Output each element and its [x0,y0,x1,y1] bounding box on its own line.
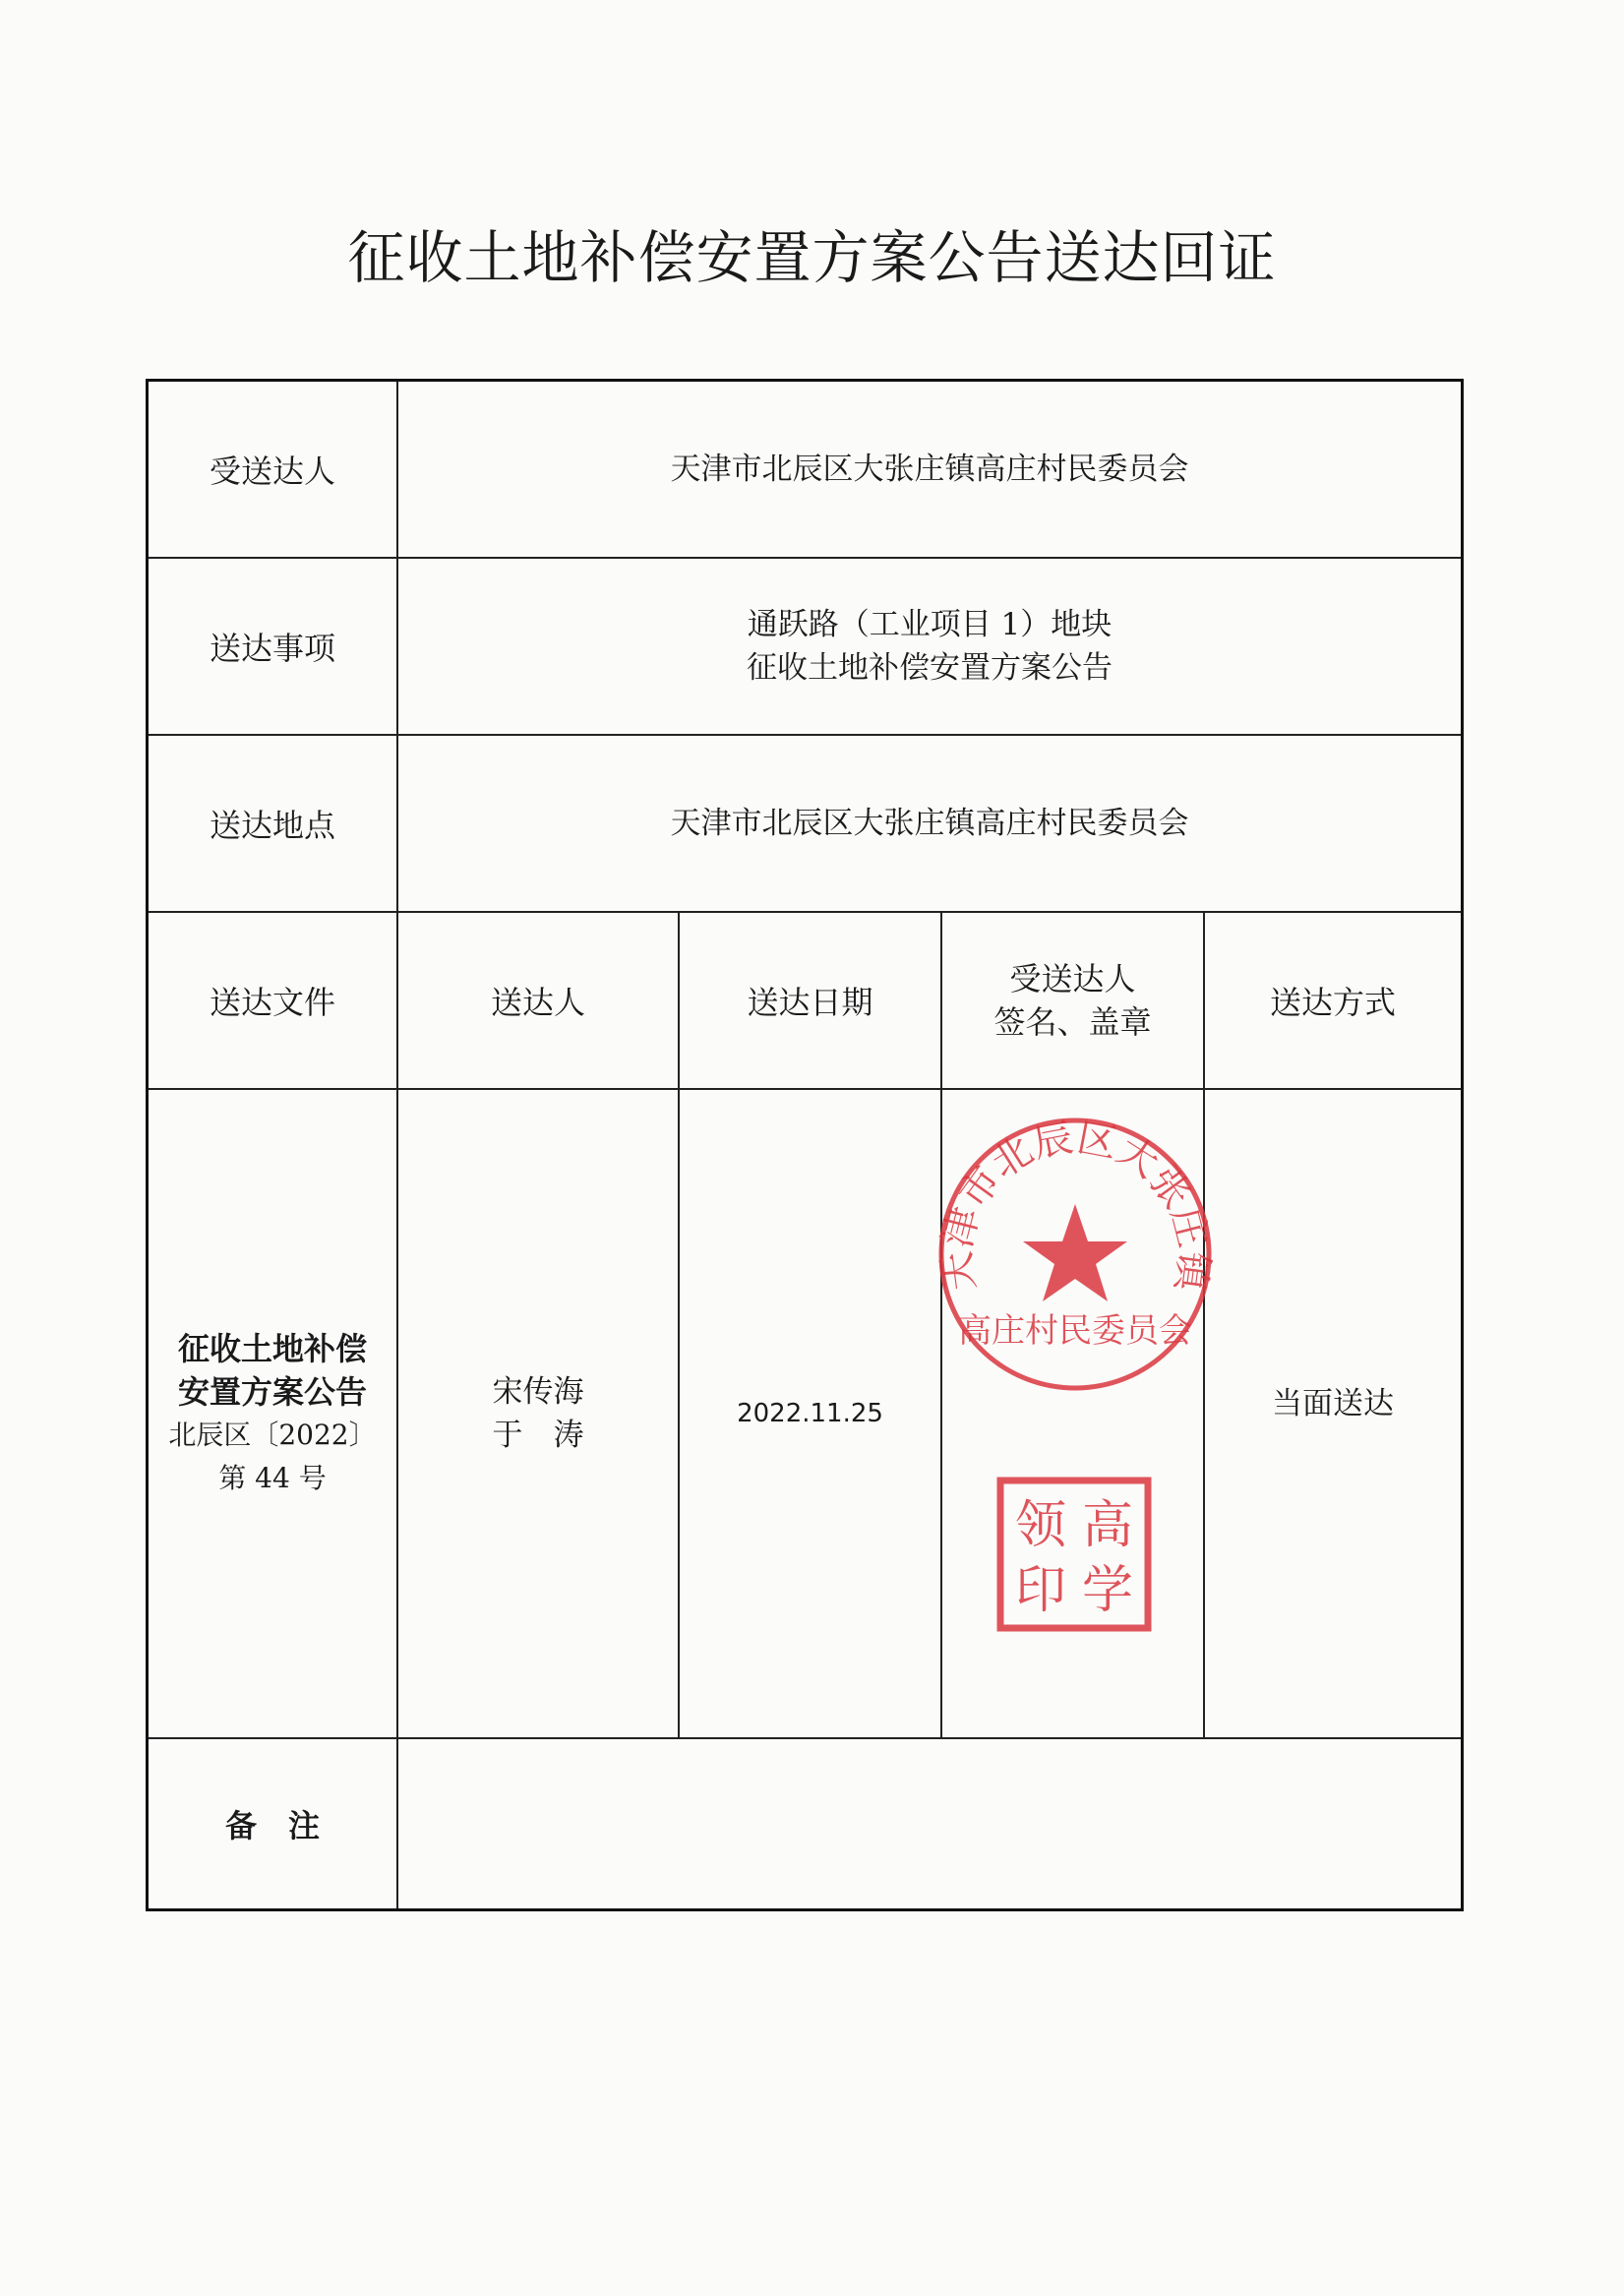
document-title: 征收土地补偿安置方案公告送达回证 [347,224,1277,291]
matter-value [398,559,1461,734]
header-sign [942,913,1203,1088]
entry-doc [149,1090,396,1737]
seal-arc-text: 天津市北辰区大张庄镇 [934,1115,1216,1294]
remarks-value [398,1739,1461,1908]
seal-char-3: 领 [1014,1496,1067,1555]
official-round-seal [934,1114,1216,1395]
entry-method: 当面送达 [1272,1386,1394,1421]
entry-date: 2022.11.25 [737,1399,883,1428]
header-sender: 送达人 [490,984,585,1021]
receipt-table [146,379,1464,1911]
entry-sender-line-1: 宋传海 [492,1374,584,1410]
seal-char-1: 高 [1081,1496,1134,1555]
recipient-label: 受送达人 [209,453,335,490]
place-label: 送达地点 [209,807,335,844]
header-date: 送达日期 [747,984,873,1021]
recipient-value: 天津市北辰区大张庄镇高庄村民委员会 [670,452,1189,487]
remarks-label: 备 注 [224,1807,320,1844]
matter-label: 送达事项 [209,630,335,667]
seal-bottom-text: 高庄村民委员会 [958,1311,1192,1351]
entry-doc-line-2: 安置方案公告 [177,1373,367,1411]
star-icon [1023,1204,1127,1301]
header-doc: 送达文件 [209,984,335,1021]
entry-doc-line-1: 征收土地补偿 [177,1330,367,1367]
personal-square-seal [995,1476,1153,1633]
entry-sender-line-2: 于 涛 [492,1418,584,1453]
seal-char-2: 学 [1081,1561,1134,1620]
header-method: 送达方式 [1269,984,1396,1021]
place-value: 天津市北辰区大张庄镇高庄村民委员会 [670,806,1189,841]
entry-sender [398,1090,678,1737]
entry-doc-line-4: 第 44 号 [218,1462,327,1494]
header-sign-line-2: 签名、盖章 [993,1003,1152,1041]
header-sign-line-1: 受送达人 [1009,960,1136,997]
matter-line-1: 通跃路（工业项目 1）地块 [747,607,1113,642]
entry-doc-line-3: 北辰区〔2022〕 [168,1419,377,1451]
matter-line-2: 征收土地补偿安置方案公告 [747,650,1113,686]
seal-char-4: 印 [1014,1561,1067,1620]
